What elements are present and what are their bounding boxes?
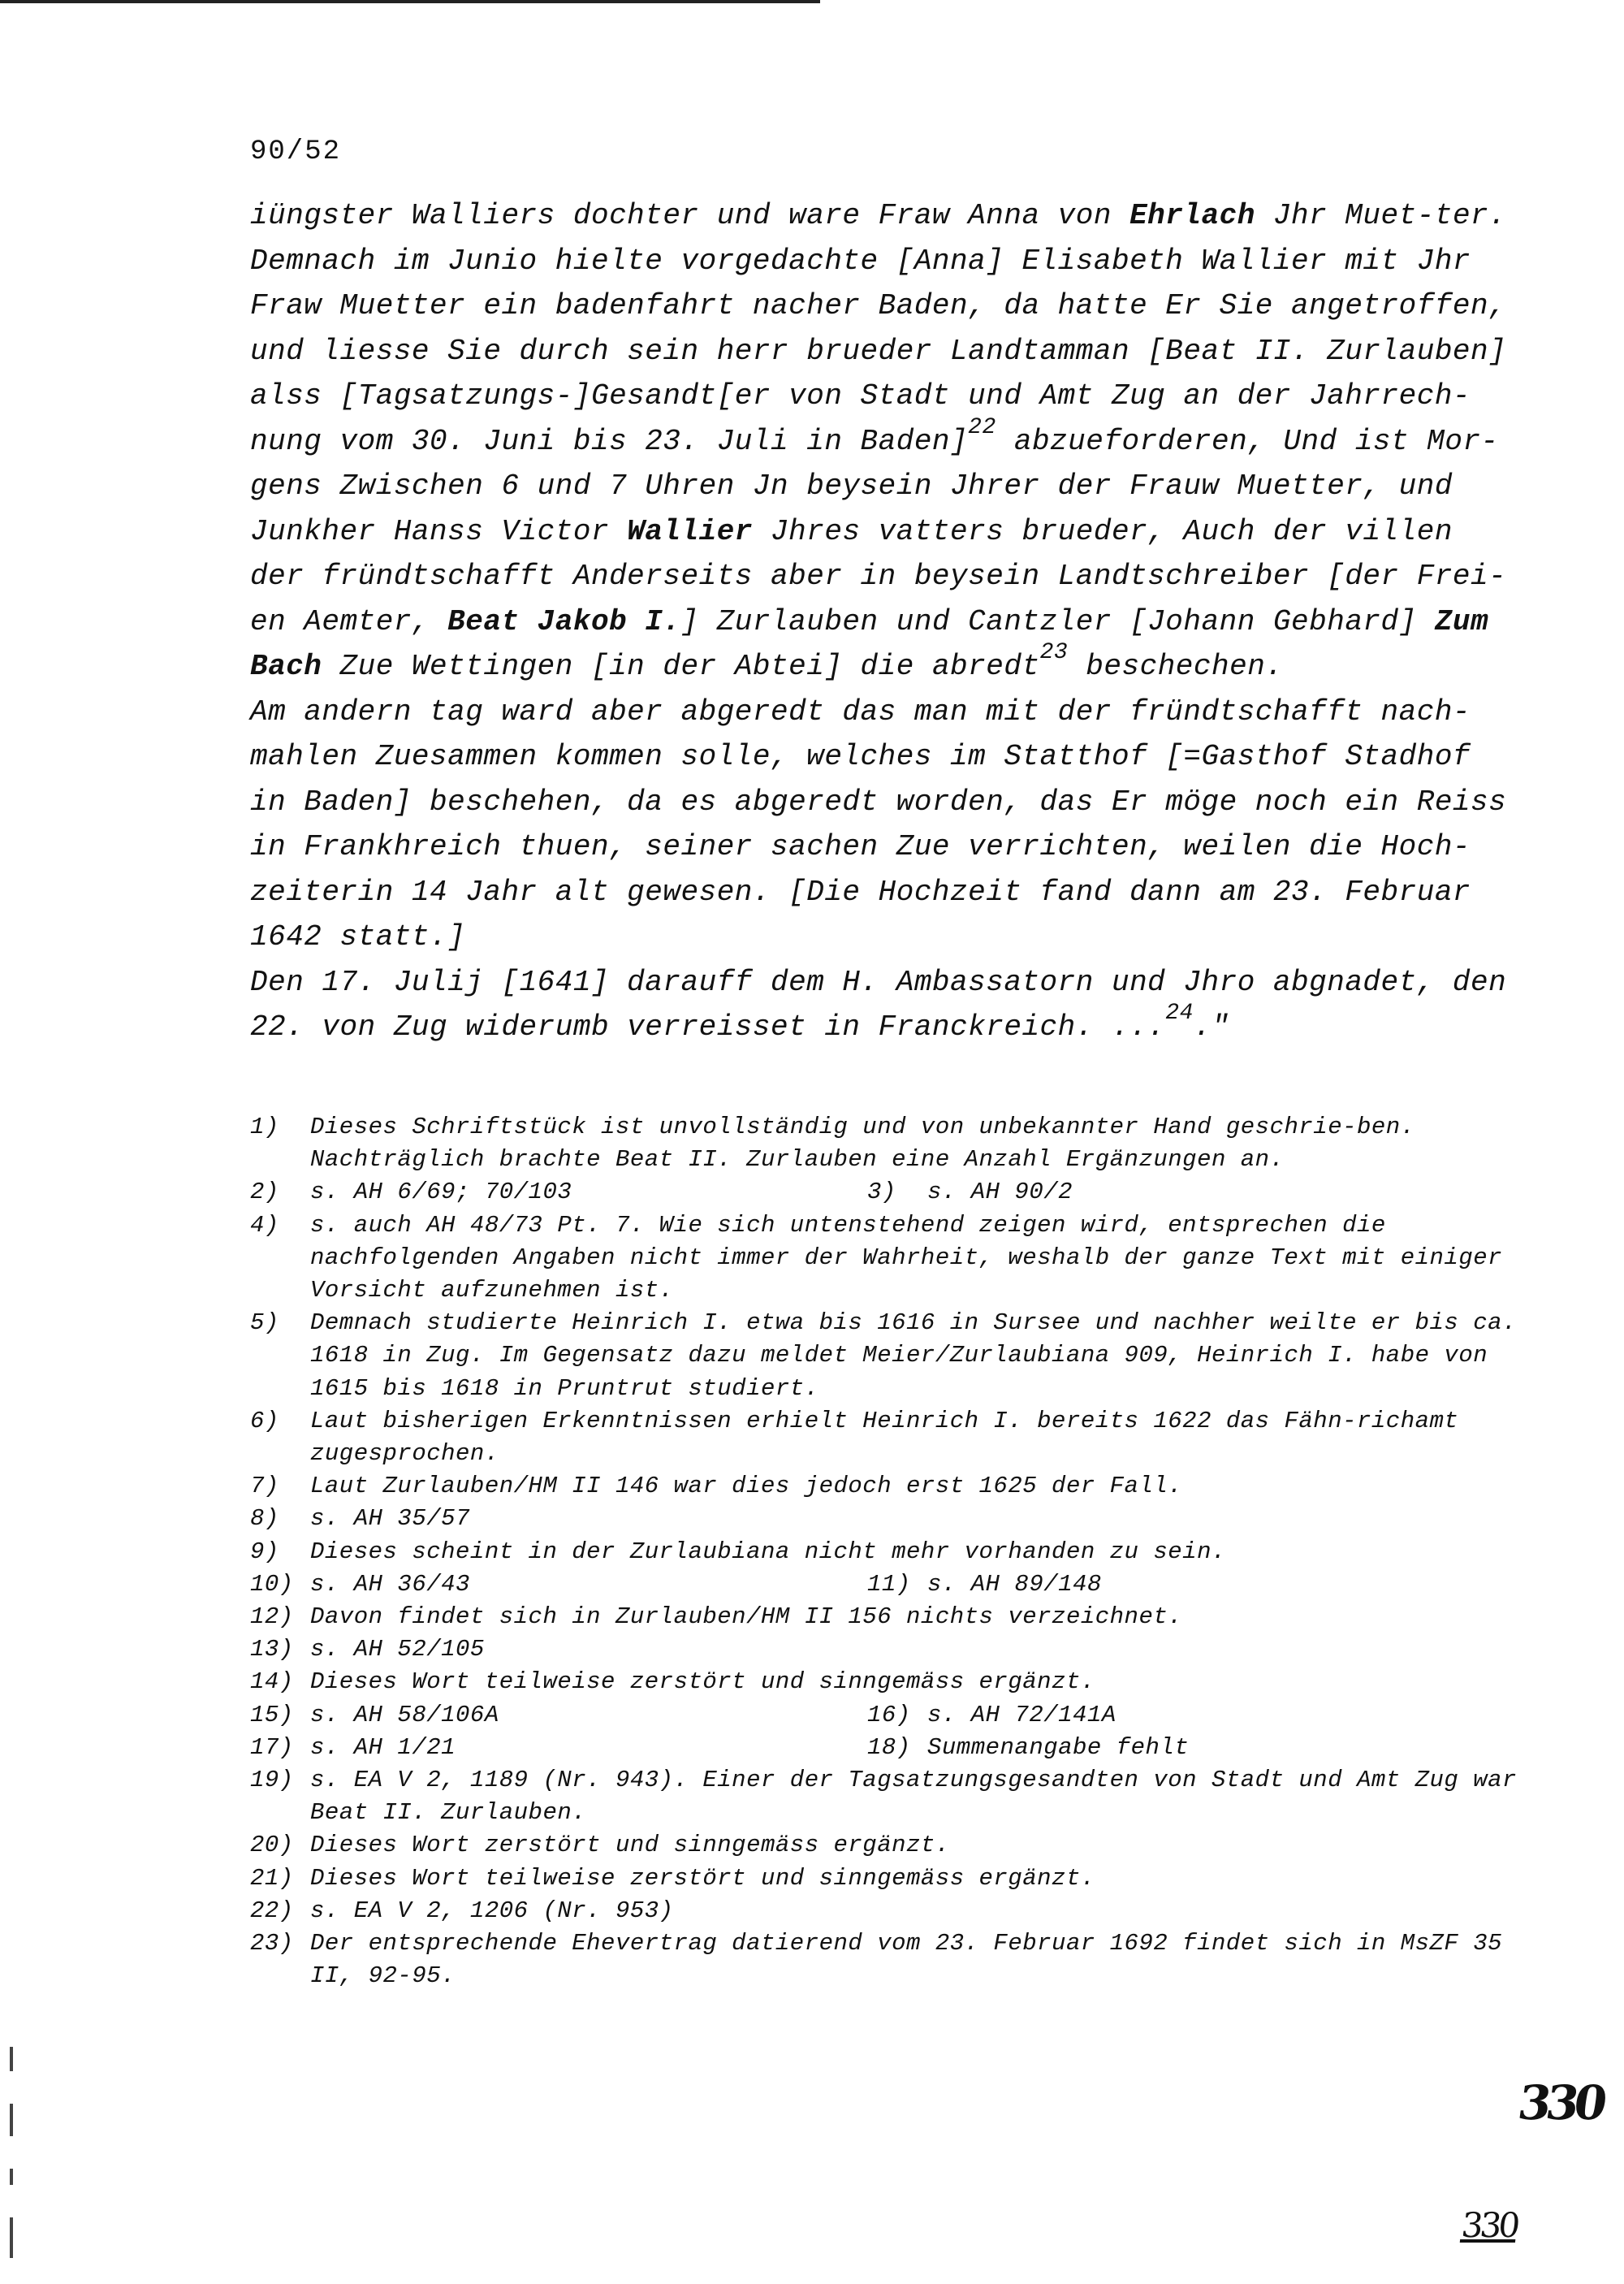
footnote-number: 12) <box>250 1603 294 1631</box>
text-segment: Demnach im Junio hielte vorgedachte [Anna] Elisabeth Wallier mit Jhr Fraw Muetter ein badenfahrt nacher Baden, da hatte Er Sie angetroffen, und liesse Sie durch sein herr brueder Landtamman [Beat II. Zurlauben] alss [Tagsatzungs-]Gesandt[er von Stadt und Amt Zug an der Jahrrech-nung vom 30. Juni bis 23. Juli in Baden] <box>250 244 1507 458</box>
footnote-number: 8) <box>250 1505 279 1533</box>
footnote-pair <box>250 1699 1517 1732</box>
footnote-number: 4) <box>250 1211 279 1239</box>
footnote <box>250 1536 1517 1568</box>
footnote-number: 2) <box>250 1179 279 1206</box>
text-segment: Am andern tag ward aber abgeredt das man mit der fründtschafft nach-mahlen Zuesammen kommen solle, welches im Statthof [=Gasthof Stadhof in Baden] beschehen, da es abgeredt worden, das Er möge noch ein Reiss in Frankhreich thuen, seiner sachen Zue verrichten, weilen die Hoch-zeiterin 14 Jahr alt gewesen. [Die Hochzeit fand dann am 23. Februar 1642 statt.] <box>250 694 1507 954</box>
footnote-number: 5) <box>250 1309 279 1337</box>
footnote-number: 14) <box>250 1668 294 1696</box>
footnote <box>250 1568 867 1601</box>
footnote-text: Dieses Wort zerstört und sinngemäss ergänzt. <box>310 1832 950 1859</box>
footnote-ref: 24 <box>1165 1001 1194 1026</box>
footnote-text: s. EA V 2, 1206 (Nr. 953) <box>310 1897 674 1924</box>
footnote-text: s. AH 1/21 <box>310 1733 456 1761</box>
footnote <box>250 1895 1517 1927</box>
footnote-pair <box>250 1732 1517 1764</box>
footnote-ref: 22 <box>968 414 996 440</box>
footnote-number: 3) <box>867 1179 896 1206</box>
footnote <box>867 1568 1484 1601</box>
paragraph <box>250 193 1517 239</box>
footnotes <box>250 1111 1517 1992</box>
footnote-number: 16) <box>867 1701 911 1728</box>
paragraph <box>250 239 1517 690</box>
footnote <box>867 1176 1484 1209</box>
footnote <box>250 1764 1517 1829</box>
footnote-number: 11) <box>867 1570 911 1598</box>
footnote <box>250 1666 1517 1698</box>
handwritten-page-number-small: 330 <box>1459 2205 1519 2245</box>
footnote <box>250 1633 1517 1666</box>
footnote-number: 23) <box>250 1930 294 1957</box>
main-text <box>250 193 1517 1050</box>
footnote-number: 9) <box>250 1538 279 1565</box>
footnote <box>250 1209 1517 1308</box>
footnote-number: 17) <box>250 1733 294 1761</box>
footnote-text: Dieses Wort teilweise zerstört und sinngemäss ergänzt. <box>310 1668 1095 1696</box>
footnote-number: 20) <box>250 1832 294 1859</box>
footnote-number: 6) <box>250 1407 279 1434</box>
footnote <box>867 1699 1484 1732</box>
footnote <box>250 1307 1517 1405</box>
footnote <box>250 1862 1517 1895</box>
footnote-text: Davon findet sich in Zurlauben/HM II 156 nichts verzeichnet. <box>310 1603 1183 1631</box>
text-segment: Zue Wettingen [in der Abtei] die abredt <box>322 650 1040 683</box>
text-segment: abzueforderen, Und ist Mor-gens Zwischen 6 und 7 Uhren Jn beysein Jhrer der Frauw Muetter, und Junkher Hanss Victor <box>250 424 1499 548</box>
text-segment: ." <box>1193 1010 1230 1044</box>
footnote-text: s. AH 6/69; 70/103 <box>310 1179 572 1206</box>
footnote-text: Dieses scheint in der Zurlaubiana nicht mehr vorhanden zu sein. <box>310 1538 1226 1565</box>
handwritten-page-number: 330 <box>1514 2075 1606 2130</box>
footnote-text: s. AH 89/148 <box>927 1570 1102 1598</box>
footnote <box>250 1699 867 1732</box>
footnote-text: Der entsprechende Ehevertrag datierend vom 23. Februar 1692 findet sich in MsZF 35 II, 92-95. <box>310 1930 1503 1990</box>
footnote-text: Dieses Schriftstück ist unvollständig und von unbekannter Hand geschrie-ben. Nachträglich brachte Beat II. Zurlauben eine Anzahl Ergänzungen an. <box>310 1114 1415 1174</box>
footnote-number: 10) <box>250 1570 294 1598</box>
footnote <box>250 1405 1517 1470</box>
footnote-text: s. AH 58/106A <box>310 1701 499 1728</box>
footnote-number: 18) <box>867 1733 911 1761</box>
top-edge-line <box>0 0 820 3</box>
footnote <box>250 1503 1517 1535</box>
footnote-number: 7) <box>250 1473 279 1500</box>
footnote-pair <box>250 1568 1517 1601</box>
footnote-text: s. auch AH 48/73 Pt. 7. Wie sich untenstehend zeigen wird, entsprechen die nachfolgenden Angaben nicht immer der Wahrheit, weshalb der ganze Text mit einiger Vorsicht aufzunehmen ist. <box>310 1211 1503 1304</box>
footnote <box>250 1176 867 1209</box>
footnote <box>250 1601 1517 1633</box>
scan-edge-marks <box>6 2047 23 2282</box>
footnote-text: Demnach studierte Heinrich I. etwa bis 1616 in Sursee und nachher weilte er bis ca. 1618 in Zug. Im Gegensatz dazu meldet Meier/Zurlaubiana 909, Heinrich I. habe von 1615 bis 1618 in Pruntrut studiert. <box>310 1309 1517 1402</box>
bold-name: Ehrlach <box>1129 199 1255 232</box>
paragraph <box>250 960 1517 1050</box>
footnote-text: Summenangabe fehlt <box>927 1733 1190 1761</box>
page-reference: 90/52 <box>250 136 342 167</box>
footnote-pair <box>250 1176 1517 1209</box>
paragraph <box>250 690 1517 960</box>
footnote-text: Laut Zurlauben/HM II 146 war dies jedoch erst 1625 der Fall. <box>310 1473 1183 1500</box>
footnote-text: Dieses Wort teilweise zerstört und sinngemäss ergänzt. <box>310 1864 1095 1892</box>
footnote-text: s. AH 52/105 <box>310 1636 485 1663</box>
text-segment: iüngster Walliers dochter und ware Fraw Anna von <box>250 199 1130 232</box>
text-segment: ] Zurlauben und Cantzler [Johann Gebhard] <box>680 604 1435 638</box>
footnote-ref: 23 <box>1039 640 1069 665</box>
footnote-number: 1) <box>250 1114 279 1140</box>
bold-name: Beat Jakob I. <box>447 604 681 638</box>
text-segment: Jhr Muet-ter. <box>1255 199 1507 232</box>
bold-name: Zum Bach <box>250 604 1489 683</box>
footnote <box>250 1829 1517 1862</box>
footnote-text: s. EA V 2, 1189 (Nr. 943). Einer der Tagsatzungsgesandten von Stadt und Amt Zug war Beat II. Zurlauben. <box>310 1767 1517 1827</box>
footnote-text: s. AH 72/141A <box>927 1701 1116 1728</box>
footnote-text: s. AH 35/57 <box>310 1505 470 1533</box>
bold-name: Wallier <box>627 514 753 548</box>
footnote-number: 21) <box>250 1864 294 1892</box>
footnote-text: s. AH 36/43 <box>310 1570 470 1598</box>
footnote-text: Laut bisherigen Erkenntnissen erhielt Heinrich I. bereits 1622 das Fähn-richamt zugesprochen. <box>310 1407 1459 1468</box>
footnote-text: s. AH 90/2 <box>927 1179 1073 1206</box>
footnote-number: 19) <box>250 1767 294 1794</box>
footnote-number: 15) <box>250 1701 294 1728</box>
text-segment: Den 17. Julij [1641] darauff dem H. Ambassatorn und Jhro abgnadet, den 22. von Zug widerumb verreisset in Franckreich. ... <box>250 965 1507 1044</box>
footnote-number: 13) <box>250 1636 294 1663</box>
footnote-number: 22) <box>250 1897 294 1924</box>
footnote <box>250 1470 1517 1503</box>
footnote <box>250 1927 1517 1992</box>
footnote <box>250 1111 1517 1176</box>
footnote <box>867 1732 1484 1764</box>
text-segment: beschechen. <box>1068 650 1284 683</box>
footnote <box>250 1732 867 1764</box>
text-segment: Jhres vatters brueder, Auch der villen der fründtschafft Anderseits aber in beysein Landtschreiber [der Frei-en Aemter, <box>250 514 1507 638</box>
